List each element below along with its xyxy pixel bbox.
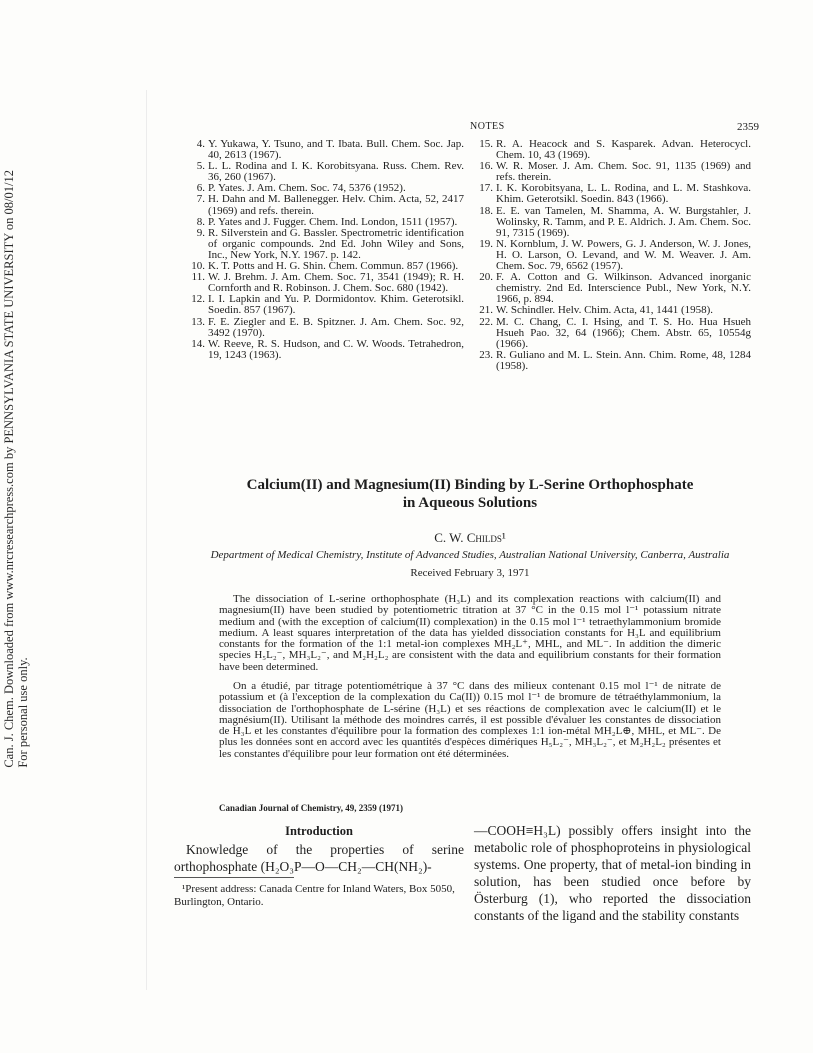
reference-item xyxy=(190,139,464,161)
reference-number: 6. xyxy=(196,182,205,195)
reference-number: 22. xyxy=(479,315,493,328)
reference-item xyxy=(190,194,464,216)
download-line: Can. J. Chem. Downloaded from www.nrcresearchpress.com by PENNSYLVANIA STATE UNIVERSITY on 08/01/12 xyxy=(2,170,16,768)
reference-text: I. K. Korobitsyana, L. L. Rodina, and L. M. Stashkova. Khim. Geterotsikl. Soedin. 843 (1966). xyxy=(496,182,751,206)
reference-text: P. Yates and J. Fugger. Chem. Ind. London, 1511 (1957). xyxy=(208,215,458,228)
reference-text: W. Schindler. Helv. Chim. Acta, 41, 1441 (1958). xyxy=(496,304,714,317)
journal-citation: Canadian Journal of Chemistry, 49, 2359 (1971) xyxy=(219,803,404,813)
reference-text: R. Guliano and M. L. Stein. Ann. Chim. Rome, 48, 1284 (1958). xyxy=(496,348,751,372)
section-heading-introduction: Introduction xyxy=(285,824,353,838)
reference-number: 15. xyxy=(479,138,493,150)
reference-item xyxy=(478,183,751,205)
reference-text: P. Yates. J. Am. Chem. Soc. 74, 5376 (1952). xyxy=(208,182,406,195)
reference-item xyxy=(478,139,751,161)
download-watermark xyxy=(2,170,30,768)
reference-number: 4. xyxy=(196,138,205,150)
reference-number: 18. xyxy=(479,204,493,217)
reference-item xyxy=(478,161,751,183)
received-date: Received February 3, 1971 xyxy=(410,567,530,579)
reference-item xyxy=(190,317,464,339)
reference-number: 17. xyxy=(479,182,493,195)
article-title xyxy=(190,476,750,512)
reference-text: R. Silverstein and G. Bassler. Spectrometric identification of organic compounds. 2nd Ed. John Wiley and Sons, Inc., New York, N.Y. 1967. p. 142. xyxy=(208,226,464,261)
abstract-french: On a étudié, par titrage potentiométrique à 37 °C dans des milieux contenant 0.15 mol l⁻¹ de nitrate de potassium et (à l'exception de la complexation du Ca(II)) 0.15 mol l⁻¹ de bromure de tétraéthylammonium, la dissociation de l'orthophosphate de L-sérine (H₃L) et ses réactions de complexation avec le calcium(II) et le magnésium(II). Utilisant la méthode des moindres carrés, il est possible d'évaluer les constantes de dissociation de H₃L et les constantes d'équilibre pour la formation des complexes 1:1 ion-métal MH₂L⊕, MHL, et ML⁻. De plus les données sont en accord avec les quantités d'espèces dimériques H₅L₂⁻, MH₃L₂⁻, et M₂H₂L₂ présentes et les constantes d'équilibre pour leur formation ont été déterminées. xyxy=(219,680,721,760)
reference-number: 12. xyxy=(191,293,205,306)
margin-rule xyxy=(146,90,147,990)
references-column-left xyxy=(190,139,464,361)
reference-text: R. A. Heacock and S. Kasparek. Advan. Heterocycl. Chem. 10, 43 (1969). xyxy=(496,138,751,162)
running-head-section: NOTES xyxy=(470,121,505,132)
reference-item xyxy=(478,317,751,350)
footnote: ¹Present address: Canada Centre for Inland Waters, Box 5050, Burlington, Ontario. xyxy=(174,883,455,908)
reference-text: W. R. Moser. J. Am. Chem. Soc. 91, 1135 (1969) and refs. therein. xyxy=(496,160,751,184)
reference-number: 9. xyxy=(196,226,205,239)
page-number: 2359 xyxy=(737,121,759,133)
reference-text: H. Dahn and M. Ballenegger. Helv. Chim. Acta, 52, 2417 (1969) and refs. therein. xyxy=(208,193,464,217)
reference-text: M. C. Chang, C. I. Hsing, and T. S. Ho. Hua Hsueh Hsueh Pao. 32, 64 (1966); Chem. Abstr. 65, 10554g (1966). xyxy=(496,315,751,350)
reference-number: 5. xyxy=(196,160,205,173)
reference-number: 23. xyxy=(479,348,493,361)
reference-number: 19. xyxy=(479,237,493,250)
reference-item xyxy=(478,239,751,272)
reference-text: Y. Yukawa, Y. Tsuno, and T. Ibata. Bull. Chem. Soc. Jap. 40, 2613 (1967). xyxy=(208,138,464,162)
reference-item xyxy=(190,161,464,183)
reference-text: I. I. Lapkin and Yu. P. Dormidontov. Khim. Geterotsikl. Soedin. 857 (1967). xyxy=(208,293,464,317)
reference-item xyxy=(190,339,464,361)
reference-item xyxy=(190,294,464,316)
reference-item xyxy=(478,272,751,305)
reference-number: 16. xyxy=(479,160,493,173)
reference-text: W. Reeve, R. S. Hudson, and C. W. Woods. Tetrahedron, 19, 1243 (1963). xyxy=(208,337,464,361)
reference-number: 13. xyxy=(191,315,205,328)
intro-paragraph-right: —COOH≡H₃L) possibly offers insight into the metabolic role of phosphoproteins in physiological systems. One property, that of metal-ion binding in solution, has been studied once before by Österburg (1), who reported the dissociation constants of the ligand and the stability constants xyxy=(474,823,751,923)
reference-text: F. E. Ziegler and E. B. Spitzner. J. Am. Chem. Soc. 92, 3492 (1970). xyxy=(208,315,464,339)
reference-text: W. J. Brehm. J. Am. Chem. Soc. 71, 3541 (1949); R. H. Cornforth and R. Robinson. J. Chem. Soc. 680 (1942). xyxy=(208,271,464,295)
reference-item xyxy=(478,350,751,372)
abstract-english: The dissociation of L-serine orthophosphate (H₃L) and its complexation reactions with calcium(II) and magnesium(II) have been studied by potentiometric titration at 37 °C in the 0.15 mol l⁻¹ potassium nitrate medium and (with the exception of calcium(II) complexation) in the 0.15 mol l⁻¹ tetraethylammonium bromide medium. A least squares interpretation of the data has yielded dissociation constants for H₃L and equilibrium constants for the formation of the 1:1 metal-ion complexes MH₂L⁺, MHL, and ML⁻. In addition the dimeric species H₅L₂⁻, MH₃L₂⁻, and M₂H₂L₂ are consistent with the data and equilibrium constants for their formation have been determined. xyxy=(219,593,721,673)
reference-number: 20. xyxy=(479,271,493,284)
personal-use-line: For personal use only. xyxy=(16,657,30,768)
reference-item xyxy=(190,228,464,261)
reference-number: 8. xyxy=(196,215,205,228)
reference-number: 21. xyxy=(479,304,493,317)
title-line-2: in Aqueous Solutions xyxy=(402,495,538,511)
reference-number: 7. xyxy=(196,193,205,206)
affiliation: Department of Medical Chemistry, Institute of Advanced Studies, Australian National University, Canberra, Australia xyxy=(210,549,730,561)
reference-item xyxy=(478,305,751,316)
references-column-right xyxy=(478,139,751,372)
reference-item xyxy=(190,272,464,294)
author: C. W. Childs¹ xyxy=(434,530,506,545)
title-line-1: Calcium(II) and Magnesium(II) Binding by L-Serine Orthophosphate xyxy=(246,477,694,493)
reference-text: K. T. Potts and H. G. Shin. Chem. Commun. 857 (1966). xyxy=(208,260,459,273)
reference-number: 10. xyxy=(191,260,205,273)
intro-paragraph-left: Knowledge of the properties of serine orthophosphate (H₂O₃P—O—CH₂—CH(NH₂)- xyxy=(174,842,464,874)
reference-text: F. A. Cotton and G. Wilkinson. Advanced inorganic chemistry. 2nd Ed. Interscience Publ., New York, N.Y. 1966, p. 894. xyxy=(496,271,751,306)
footnote-divider xyxy=(174,877,294,878)
reference-text: L. L. Rodina and I. K. Korobitsyana. Russ. Chem. Rev. 36, 260 (1967). xyxy=(208,160,464,184)
reference-item xyxy=(478,206,751,239)
reference-number: 14. xyxy=(191,337,205,350)
reference-number: 11. xyxy=(191,271,205,284)
reference-text: E. E. van Tamelen, M. Shamma, A. W. Burgstahler, J. Wolinsky, R. Tamm, and P. E. Aldrich. J. Am. Chem. Soc. 91, 7315 (1969). xyxy=(496,204,751,239)
reference-text: N. Kornblum, J. W. Powers, G. J. Anderson, W. J. Jones, H. O. Larson, O. Levand, and W. M. Weaver. J. Am. Chem. Soc. 79, 6562 (1957). xyxy=(496,237,751,273)
